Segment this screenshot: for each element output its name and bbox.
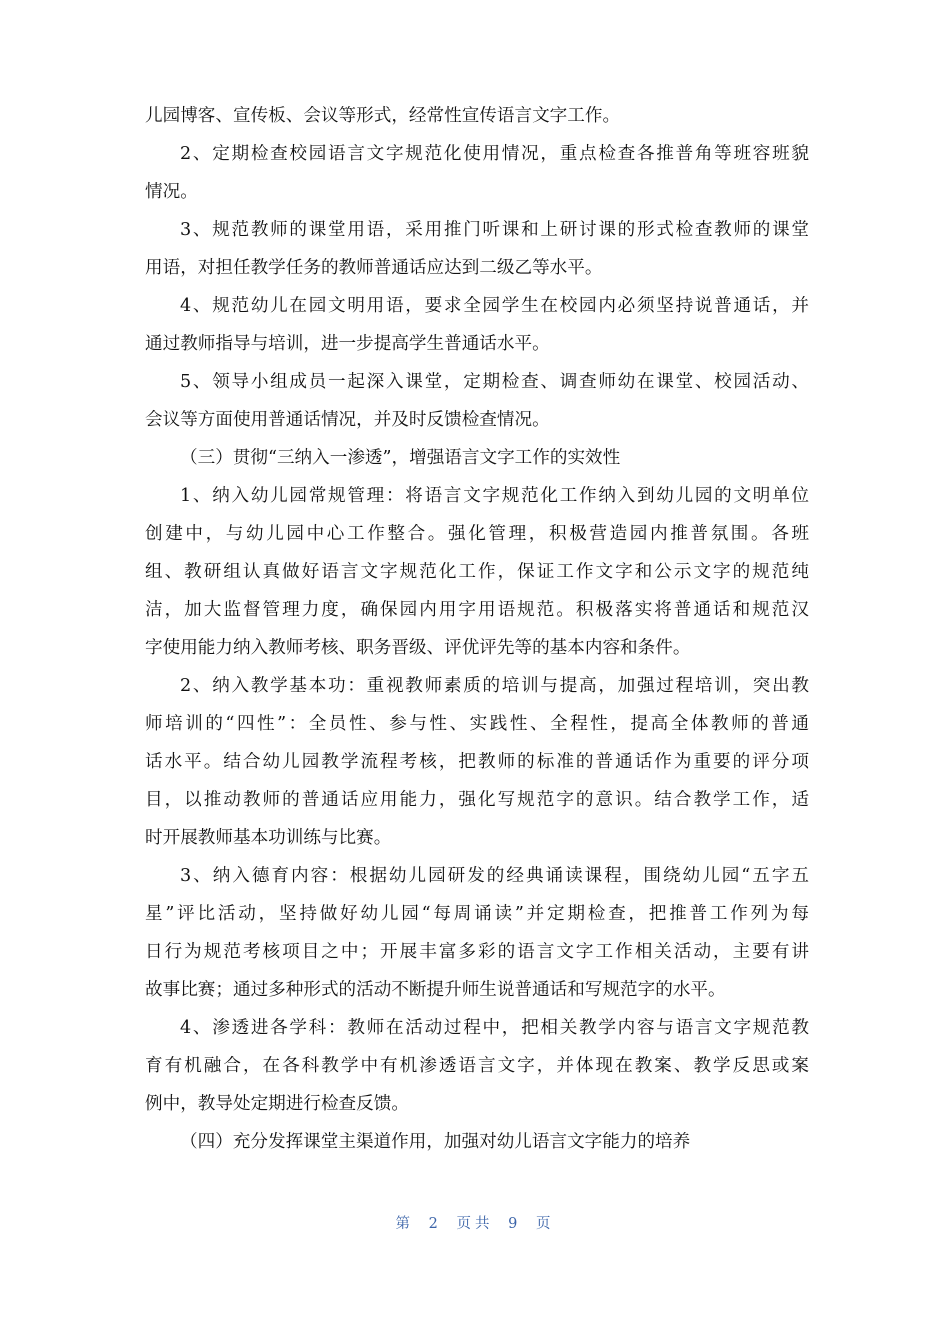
paragraph-line: 故事比赛；通过多种形式的活动不断提升师生说普通话和写规范字的水平。 [145,980,726,1000]
section-heading: （四）充分发挥课堂主渠道作用，加强对幼儿语言文字能力的培养 [180,1132,691,1152]
paragraph-line: 时开展教师基本功训练与比赛。 [145,828,392,848]
section-heading: （三）贯彻“三纳入一渗透”，增强语言文字工作的实效性 [180,448,621,468]
paragraph-line: 会议等方面使用普通话情况，并及时反馈检查情况。 [145,410,550,430]
paragraph-line: 师培训的“四性”：全员性、参与性、实践性、全程性，提高全体教师的普通 [145,714,809,734]
paragraph-line: 3、纳入德育内容：根据幼儿园研发的经典诵读课程，围绕幼儿园“五字五 [180,866,809,886]
paragraph-line: 育有机融合，在各科教学中有机渗透语言文字，并体现在教案、教学反思或案 [145,1056,809,1076]
footer-suffix: 页 [535,1216,555,1232]
paragraph-line: 用语，对担任教学任务的教师普通话应达到二级乙等水平。 [145,258,603,278]
paragraph-line: 话水平。结合幼儿园教学流程考核，把教师的标准的普通话作为重要的评分项 [145,752,809,772]
footer-total-pages: 9 [508,1216,522,1232]
paragraph-line: 1、纳入幼儿园常规管理：将语言文字规范化工作纳入到幼儿园的文明单位 [180,486,809,506]
paragraph-line: 组、教研组认真做好语言文字规范化工作，保证工作文字和公示文字的规范纯 [145,562,809,582]
paragraph-line: 情况。 [145,182,198,202]
paragraph-line: 例中，教导处定期进行检查反馈。 [145,1094,409,1114]
paragraph-line: 2、纳入教学基本功：重视教师素质的培训与提高，加强过程培训，突出教 [180,676,809,696]
paragraph-line: 星”评比活动，坚持做好幼儿园“每周诵读”并定期检查，把推普工作列为每 [145,904,809,924]
page-number-footer [0,1212,950,1233]
document-body [145,97,809,1161]
paragraph-line: 3、规范教师的课堂用语，采用推门听课和上研讨课的形式检查教师的课堂 [180,220,809,240]
paragraph-line: 创建中，与幼儿园中心工作整合。强化管理，积极营造园内推普氛围。各班 [145,524,809,544]
paragraph-line: 通过教师指导与培训，进一步提高学生普通话水平。 [145,334,550,354]
paragraph-line: 4、规范幼儿在园文明用语，要求全园学生在校园内必须坚持说普通话，并 [180,296,809,316]
paragraph-line: 儿园博客、宣传板、会议等形式，经常性宣传语言文字工作。 [145,106,621,126]
paragraph-line: 洁，加大监督管理力度，确保园内用字用语规范。积极落实将普通话和规范汉 [145,600,809,620]
paragraph-line: 日行为规范考核项目之中；开展丰富多彩的语言文字工作相关活动，主要有讲 [145,942,809,962]
footer-middle: 页共 [456,1216,494,1232]
paragraph-line: 2、定期检查校园语言文字规范化使用情况，重点检查各推普角等班容班貌 [180,144,809,164]
footer-prefix: 第 [395,1216,415,1232]
paragraph-line: 4、渗透进各学科：教师在活动过程中，把相关教学内容与语言文字规范教 [180,1018,809,1038]
paragraph-line: 字使用能力纳入教师考核、职务晋级、评优评先等的基本内容和条件。 [145,638,691,658]
footer-current-page: 2 [428,1216,442,1232]
paragraph-line: 目，以推动教师的普通话应用能力，强化写规范字的意识。结合教学工作，适 [145,790,809,810]
paragraph-line: 5、领导小组成员一起深入课堂，定期检查、调查师幼在课堂、校园活动、 [180,372,809,392]
